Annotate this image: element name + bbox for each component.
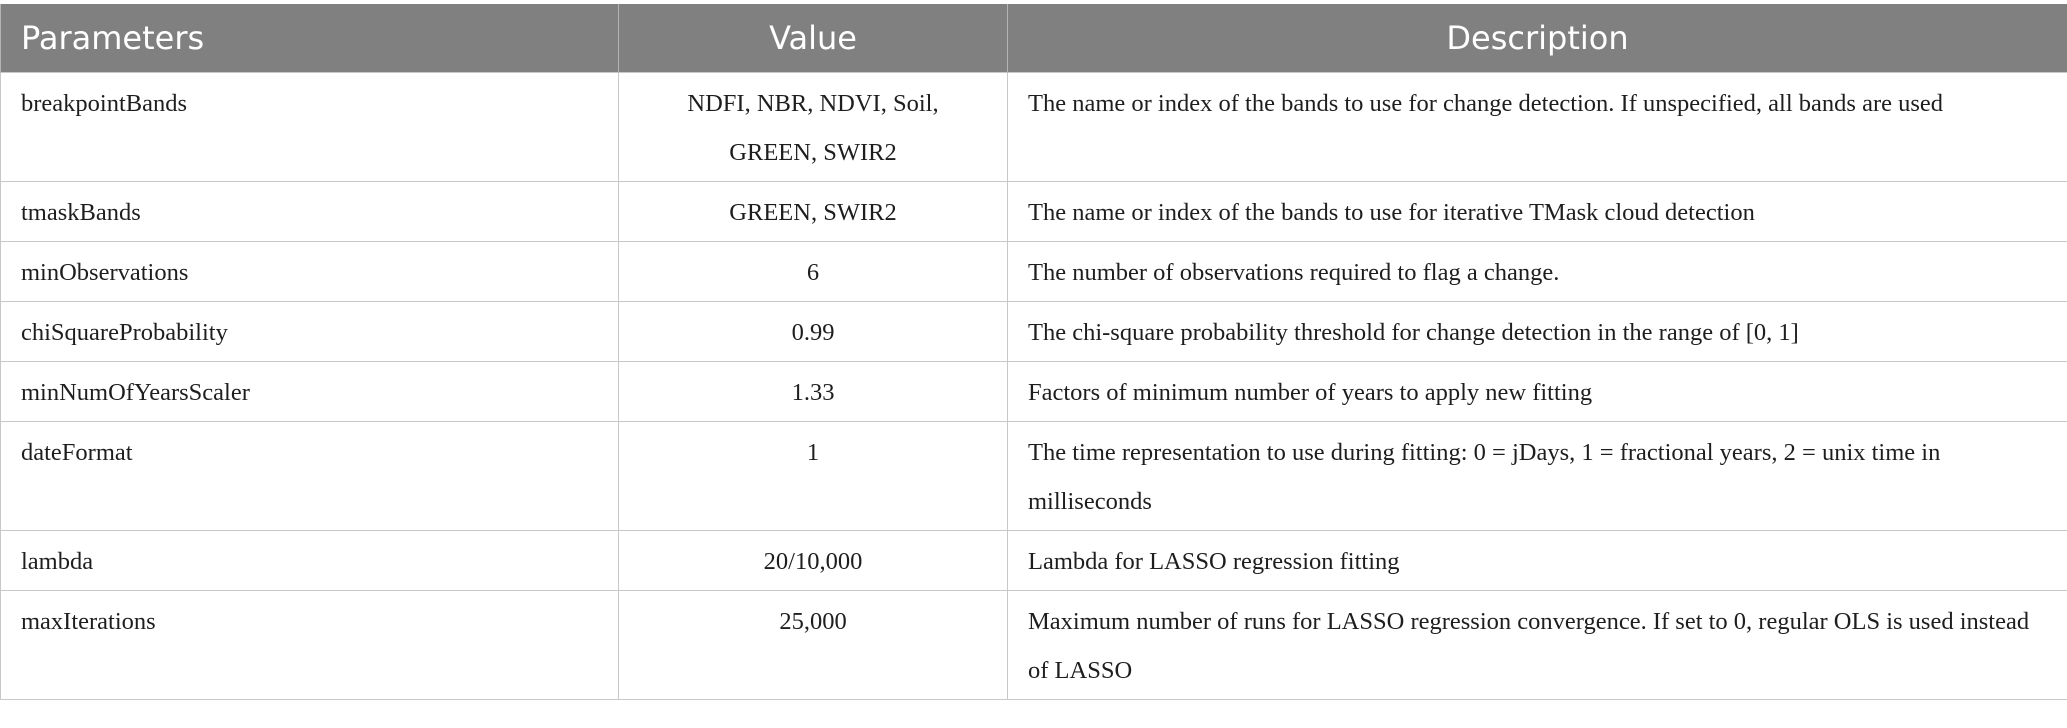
parameter-cell: lambda [1, 531, 619, 591]
description-cell: The name or index of the bands to use for iterative TMask cloud detection [1008, 182, 2067, 242]
parameter-cell: tmaskBands [1, 182, 619, 242]
table-row [1, 242, 2067, 302]
table-row [1, 182, 2067, 242]
description-cell: The number of observations required to flag a change. [1008, 242, 2067, 302]
table-row [1, 422, 2067, 531]
description-cell: The chi-square probability threshold for change detection in the range of [0, 1] [1008, 302, 2067, 362]
header-parameters: Parameters [1, 4, 619, 73]
header-description: Description [1008, 4, 2067, 73]
value-cell: 1.33 [619, 362, 1008, 422]
value-cell: 6 [619, 242, 1008, 302]
parameter-cell: minNumOfYearsScaler [1, 362, 619, 422]
table-row [1, 362, 2067, 422]
value-cell: 1 [619, 422, 1008, 531]
value-cell: GREEN, SWIR2 [619, 182, 1008, 242]
parameter-cell: breakpointBands [1, 73, 619, 182]
description-cell: The name or index of the bands to use for change detection. If unspecified, all bands are used [1008, 73, 2067, 182]
parameters-table-container [0, 4, 2067, 700]
parameter-cell: chiSquareProbability [1, 302, 619, 362]
header-row [1, 4, 2067, 73]
description-cell: Maximum number of runs for LASSO regression convergence. If set to 0, regular OLS is used instead of LASSO [1008, 591, 2067, 700]
table-row [1, 591, 2067, 700]
table-row [1, 302, 2067, 362]
description-cell: Lambda for LASSO regression fitting [1008, 531, 2067, 591]
description-cell: Factors of minimum number of years to apply new fitting [1008, 362, 2067, 422]
header-value: Value [619, 4, 1008, 73]
parameter-cell: maxIterations [1, 591, 619, 700]
table-header [1, 4, 2067, 73]
value-cell: 0.99 [619, 302, 1008, 362]
table-body [1, 73, 2067, 700]
parameter-cell: dateFormat [1, 422, 619, 531]
value-cell: NDFI, NBR, NDVI, Soil, GREEN, SWIR2 [619, 73, 1008, 182]
value-cell: 25,000 [619, 591, 1008, 700]
table-row [1, 73, 2067, 182]
parameters-table [0, 4, 2067, 700]
parameter-cell: minObservations [1, 242, 619, 302]
value-cell: 20/10,000 [619, 531, 1008, 591]
table-row [1, 531, 2067, 591]
description-cell: The time representation to use during fitting: 0 = jDays, 1 = fractional years, 2 = unix time in milliseconds [1008, 422, 2067, 531]
